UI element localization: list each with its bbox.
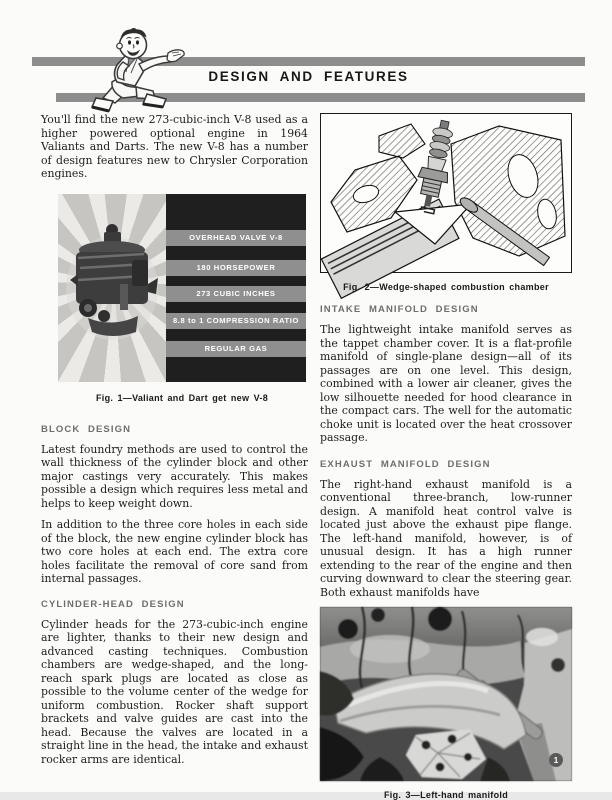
technician-mascot-icon: [73, 26, 190, 120]
section-heading-exhaust-manifold: EXHAUST MANIFOLD DESIGN: [320, 458, 491, 470]
cylinder-head-paragraph: Cylinder heads for the 273-cubic-inch engine are lighter, thanks to their new design and advanced casting techniques. Combustion chambers are wedge-shaped, and the long-reach spark plugs are located as close as possible to the volume center of the wedge for uniform combustion. Rocker shaft support brackets and valve guides are cast into the head. Because the valves are located in a straight line in the head, the intake and exhaust rocker arms are identical.: [41, 617, 308, 766]
intro-paragraph: You'll find the new 273-cubic-inch V-8 used as a higher powered optional engine in 1964 Valiants and Darts. The new V-8 has a number of design features new to Chrysler Corporation engines.: [41, 113, 308, 180]
intake-manifold-paragraph: The lightweight intake manifold serves as the tappet chamber cover. It is a flat-profile manifold of single-plane design—all of its passages are on one level. This design, combined with a lower air cleaner, gives the low silhouette needed for hood clearance in the compact cars. The well for the automatic choke unit is located over the heat crossover passage.: [320, 323, 572, 444]
spec-badge: REGULAR GAS: [166, 341, 306, 357]
figure-3-manifold-photo: [320, 607, 572, 781]
section-heading-block-design: BLOCK DESIGN: [41, 423, 132, 435]
section-heading-cylinder-head-design: CYLINDER-HEAD DESIGN: [41, 598, 185, 610]
block-design-paragraph-1: Latest foundry methods are used to control the wall thickness of the cylinder block and other major castings very accurately. This makes possible a design which requires less metal and helps to keep weight down.: [41, 442, 308, 510]
combustion-chamber-drawing: [321, 114, 570, 271]
spec-panel: [166, 194, 306, 382]
figure-2-combustion-chamber: [320, 113, 572, 273]
page-number-badge: 1: [549, 753, 563, 767]
figure-1-engine-promo: [58, 194, 306, 382]
figure-2-caption: Fig. 2—Wedge-shaped combustion chamber: [343, 282, 549, 292]
left-column: [41, 113, 308, 766]
right-column: [320, 113, 572, 800]
figure-3-caption: Fig. 3—Left-hand manifold: [384, 790, 508, 800]
page-title: DESIGN AND FEATURES: [208, 69, 409, 84]
spec-badge: 180 HORSEPOWER: [166, 260, 306, 276]
engine-photo: [62, 224, 162, 352]
section-heading-intake-manifold: INTAKE MANIFOLD DESIGN: [320, 304, 479, 315]
block-design-paragraph-2: In addition to the three core holes in each side of the block, the new engine cylinder block has two core holes at each end. The extra core holes facilitate the removal of core sand from internal passages.: [41, 518, 308, 585]
spec-badge: 273 CUBIC INCHES: [166, 286, 306, 302]
spec-badge: 8.8 to 1 COMPRESSION RATIO: [166, 313, 306, 329]
figure-1-caption: Fig. 1—Valiant and Dart get new V-8: [95, 392, 269, 403]
spec-badge: OVERHEAD VALVE V-8: [166, 230, 306, 246]
manifold-photo: [320, 607, 572, 781]
engine-photo-sunburst: [58, 194, 166, 382]
exhaust-manifold-paragraph: The right-hand exhaust manifold is a conventional three-branch, low-runner design. A manifold heat control valve is located just above the exhaust pipe flange. The left-hand manifold, however, is of unusual design. It has a high runner extending to the rear of the engine and then curving downward to clear the steering gear. Both exhaust manifolds have: [320, 477, 572, 599]
